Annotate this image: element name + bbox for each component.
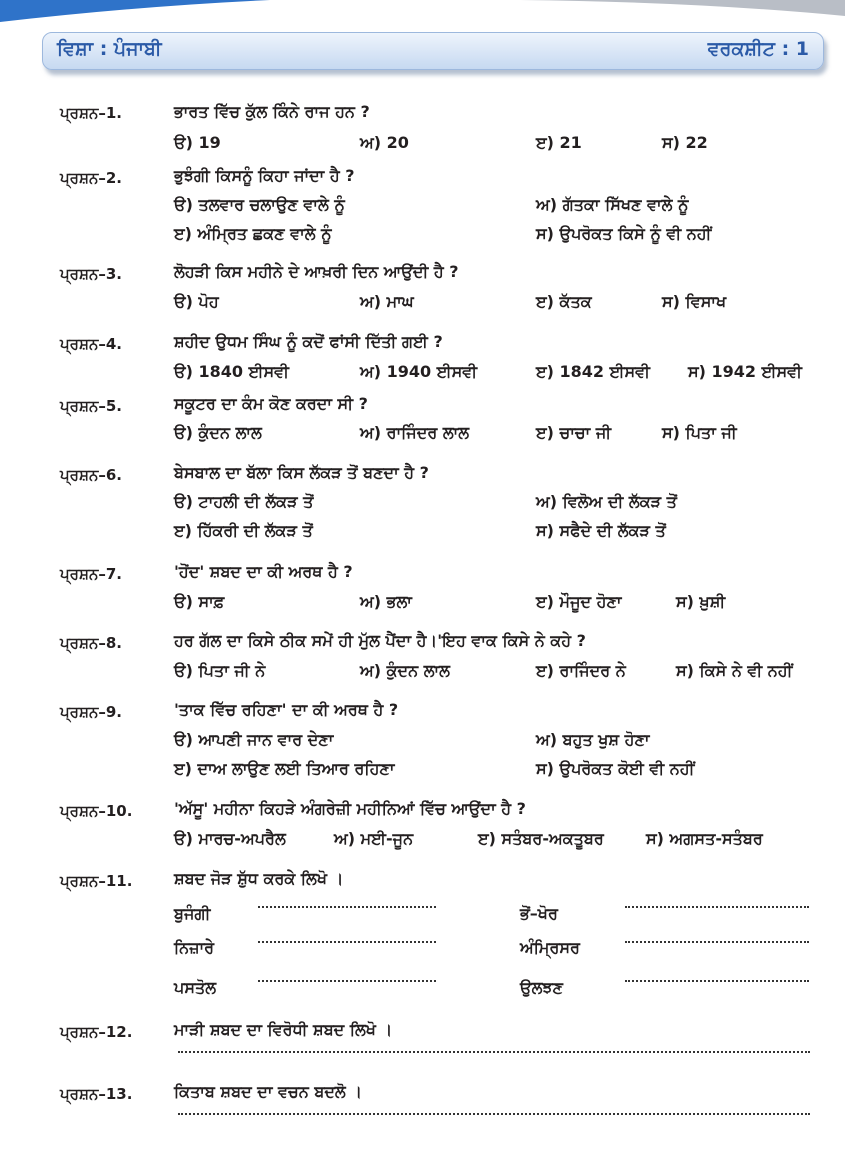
answer-blank[interactable] xyxy=(178,1051,810,1053)
option-c: ੲ) ਅੰਮ੍ਰਿਤ ਛਕਣ ਵਾਲੇ ਨੂੰ xyxy=(174,224,332,243)
worksheet-number: ਵਰਕਸ਼ੀਟ : 1 xyxy=(707,38,809,60)
misspelled-word: ਭੋਂ–ਖੋਰ xyxy=(520,904,558,923)
question-label: ਪ੍ਰਸ਼ਨ–3. xyxy=(60,265,122,283)
option-a: ੳ) ਆਪਣੀ ਜਾਨ ਵਾਰ ਦੇਣਾ xyxy=(174,730,334,749)
question-label: ਪ੍ਰਸ਼ਨ–9. xyxy=(60,703,122,721)
option-d: ਸ) ਵਿਸਾਖ xyxy=(662,292,727,311)
answer-blank[interactable] xyxy=(625,941,809,943)
option-a: ੳ) ਸਾਫ਼ xyxy=(174,592,225,611)
option-a: ੳ) ਮਾਰਚ-ਅਪਰੈਲ xyxy=(174,829,286,848)
question-text: ਕਿਤਾਬ ਸ਼ਬਦ ਦਾ ਵਚਨ ਬਦਲੋ । xyxy=(174,1082,363,1101)
option-c: ੲ) 1842 ਈਸਵੀ xyxy=(536,362,650,381)
question-label: ਪ੍ਰਸ਼ਨ–11. xyxy=(60,872,133,890)
option-d: ਸ) ਕਿਸੇ ਨੇ ਵੀ ਨਹੀਂ xyxy=(676,661,793,680)
option-a: ੳ) ਟਾਹਲੀ ਦੀ ਲੱਕੜ ਤੋਂ xyxy=(174,492,314,511)
option-a: ੳ) 1840 ਈਸਵੀ xyxy=(174,362,289,381)
option-c: ੲ) ਦਾਅ ਲਾਉਣ ਲਈ ਤਿਆਰ ਰਹਿਣਾ xyxy=(174,759,395,778)
option-a: ੳ) 19 xyxy=(174,133,221,152)
option-a: ੳ) ਤਲਵਾਰ ਚਲਾਉਣ ਵਾਲੇ ਨੂੰ xyxy=(174,195,345,214)
option-b: ਅ) ਵਿਲੋਅ ਦੀ ਲੱਕੜ ਤੋਂ xyxy=(536,492,677,511)
option-d: ਸ) ਖ਼ੁਸ਼ੀ xyxy=(676,592,726,611)
option-d: ਸ) ਅਗਸਤ-ਸਤੰਬਰ xyxy=(646,829,763,848)
answer-blank[interactable] xyxy=(258,980,436,982)
misspelled-word: ਉਲਝਣ xyxy=(520,978,563,997)
question-text: ਲੋਹੜੀ ਕਿਸ ਮਹੀਨੇ ਦੇ ਆਖ਼ਰੀ ਦਿਨ ਆਉਂਦੀ ਹੈ ? xyxy=(174,262,459,281)
question-label: ਪ੍ਰਸ਼ਨ–12. xyxy=(60,1023,133,1041)
question-text: ਸ਼ਬਦ ਜੋੜ ਸ਼ੁੱਧ ਕਰਕੇ ਲਿਖੋ । xyxy=(174,869,344,888)
question-label: ਪ੍ਰਸ਼ਨ–8. xyxy=(60,634,122,652)
subject-label: ਵਿਸ਼ਾ : ਪੰਜਾਬੀ xyxy=(57,38,162,60)
question-text: ਸ਼ਹੀਦ ਉਧਮ ਸਿੰਘ ਨੂੰ ਕਦੋਂ ਫਾਂਸੀ ਦਿੱਤੀ ਗਈ ? xyxy=(174,332,443,351)
question-label: ਪ੍ਰਸ਼ਨ–2. xyxy=(60,169,122,187)
option-a: ੳ) ਕੁੰਦਨ ਲਾਲ xyxy=(174,423,262,442)
answer-blank[interactable] xyxy=(625,906,809,908)
option-c: ੲ) ਕੱਤਕ xyxy=(536,292,592,311)
option-b: ਅ) 20 xyxy=(360,133,409,152)
question-text: 'ਤਾਕ ਵਿੱਚ ਰਹਿਣਾ' ਦਾ ਕੀ ਅਰਥ ਹੈ ? xyxy=(174,700,399,719)
misspelled-word: ਪਸਤੋਲ xyxy=(174,978,217,997)
option-d: ਸ) ਸਫੈਦੇ ਦੀ ਲੱਕੜ ਤੋਂ xyxy=(536,521,666,540)
question-label: ਪ੍ਰਸ਼ਨ–4. xyxy=(60,335,122,353)
option-d: ਸ) ਪਿਤਾ ਜੀ xyxy=(662,423,737,442)
question-label: ਪ੍ਰਸ਼ਨ–13. xyxy=(60,1085,133,1103)
option-a: ੳ) ਪੋਹ xyxy=(174,292,219,311)
misspelled-word: ਨਿਜ਼ਾਰੇ xyxy=(174,938,215,957)
question-label: ਪ੍ਰਸ਼ਨ–6. xyxy=(60,466,122,484)
question-text: ਹਰ ਗੱਲ ਦਾ ਕਿਸੇ ਠੀਕ ਸਮੇਂ ਹੀ ਮੁੱਲ ਪੈਂਦਾ ਹੈ।'ਇਹ ਵਾਕ ਕਿਸੇ ਨੇ ਕਹੇ ? xyxy=(174,631,586,650)
option-d: ਸ) 1942 ਈਸਵੀ xyxy=(688,362,802,381)
option-c: ੲ) ਹਿੱਕਰੀ ਦੀ ਲੱਕੜ ਤੋਂ xyxy=(174,521,313,540)
top-swoosh-decoration xyxy=(0,0,845,30)
question-text: ਮਾੜੀ ਸ਼ਬਦ ਦਾ ਵਿਰੋਧੀ ਸ਼ਬਦ ਲਿਖੋ । xyxy=(174,1020,393,1039)
question-label: ਪ੍ਰਸ਼ਨ–5. xyxy=(60,397,122,415)
question-label: ਪ੍ਰਸ਼ਨ–10. xyxy=(60,802,133,820)
question-label: ਪ੍ਰਸ਼ਨ–7. xyxy=(60,565,122,583)
answer-blank[interactable] xyxy=(625,980,809,982)
option-b: ਅ) ਕੁੰਦਨ ਲਾਲ xyxy=(360,661,450,680)
option-b: ਅ) ਬਹੁਤ ਖੁਸ਼ ਹੋਣਾ xyxy=(536,730,650,749)
question-text: ਬੇਸਬਾਲ ਦਾ ਬੱਲਾ ਕਿਸ ਲੱਕੜ ਤੋਂ ਬਣਦਾ ਹੈ ? xyxy=(174,463,429,482)
option-a: ੳ) ਪਿਤਾ ਜੀ ਨੇ xyxy=(174,661,266,680)
option-b: ਅ) ਰਾਜਿੰਦਰ ਲਾਲ xyxy=(360,423,470,442)
option-c: ੲ) 21 xyxy=(536,133,582,152)
misspelled-word: ਬੁਜੰਗੀ xyxy=(174,904,211,923)
question-text: ਭੁਝੰਗੀ ਕਿਸਨੂੰ ਕਿਹਾ ਜਾਂਦਾ ਹੈ ? xyxy=(174,166,355,185)
option-c: ੲ) ਚਾਚਾ ਜੀ xyxy=(536,423,612,442)
question-text: 'ਅੱਸੂ' ਮਹੀਨਾ ਕਿਹੜੇ ਅੰਗਰੇਜ਼ੀ ਮਹੀਨਿਆਂ ਵਿੱਚ ਆਉਂਦਾ ਹੈ ? xyxy=(174,799,526,818)
option-c: ੲ) ਰਾਜਿੰਦਰ ਨੇ xyxy=(536,661,626,680)
option-b: ਅ) ਗੱਤਕਾ ਸਿੱਖਣ ਵਾਲੇ ਨੂੰ xyxy=(536,195,689,214)
option-d: ਸ) 22 xyxy=(662,133,708,152)
question-label: ਪ੍ਰਸ਼ਨ–1. xyxy=(60,104,122,122)
option-b: ਅ) ਭਲਾ xyxy=(360,592,412,611)
option-d: ਸ) ਉਪਰੋਕਤ ਕੋਈ ਵੀ ਨਹੀਂ xyxy=(536,759,695,778)
question-text: ਭਾਰਤ ਵਿੱਚ ਕੁੱਲ ਕਿੰਨੇ ਰਾਜ ਹਨ ? xyxy=(174,102,370,121)
answer-blank[interactable] xyxy=(178,1113,810,1115)
option-d: ਸ) ਉਪਰੋਕਤ ਕਿਸੇ ਨੂੰ ਵੀ ਨਹੀਂ xyxy=(536,224,712,243)
option-b: ਅ) ਮਈ-ਜੂਨ xyxy=(334,829,414,848)
option-b: ਅ) ਮਾਘ xyxy=(360,292,414,311)
answer-blank[interactable] xyxy=(258,906,436,908)
question-text: ਸਕੂਟਰ ਦਾ ਕੰਮ ਕੋਣ ਕਰਦਾ ਸੀ ? xyxy=(174,394,368,413)
answer-blank[interactable] xyxy=(258,941,436,943)
worksheet-header-banner xyxy=(42,32,824,70)
option-c: ੲ) ਮੌਜੂਦ ਹੋਣਾ xyxy=(536,592,622,611)
option-c: ੲ) ਸਤੰਬਰ-ਅਕਤੂਬਰ xyxy=(478,829,604,848)
option-b: ਅ) 1940 ਈਸਵੀ xyxy=(360,362,478,381)
question-text: 'ਹੋਂਦ' ਸ਼ਬਦ ਦਾ ਕੀ ਅਰਥ ਹੈ ? xyxy=(174,562,353,581)
misspelled-word: ਅੰਮ੍ਰਿਸਰ xyxy=(520,938,580,957)
